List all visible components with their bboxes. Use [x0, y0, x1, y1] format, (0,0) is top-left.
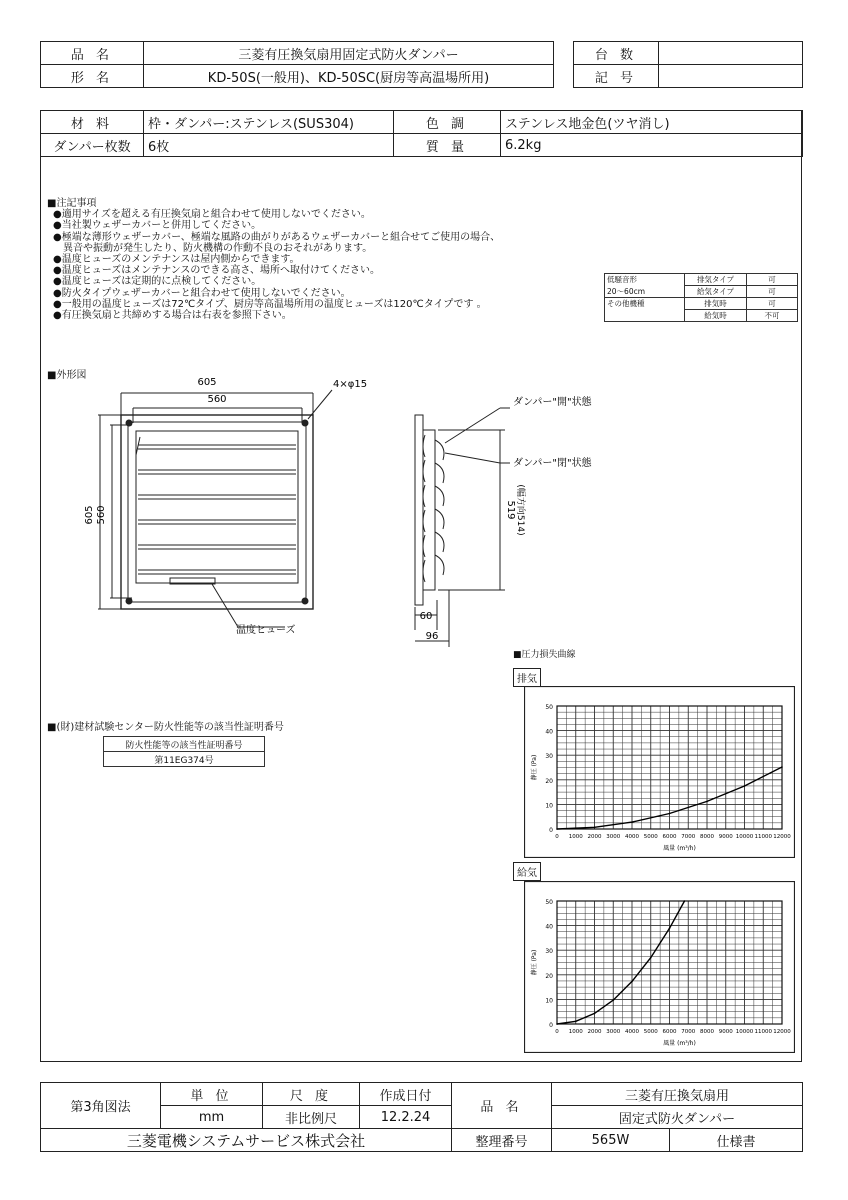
qty-table	[573, 41, 803, 88]
x-tick-label: 4000	[625, 834, 639, 840]
footer-table	[40, 1082, 803, 1152]
damper-closed-label: ダンパー"閉"状態	[513, 458, 592, 469]
x-tick-label: 0	[555, 834, 559, 840]
y-tick-label: 0	[549, 1022, 553, 1029]
model-value: KD-50S(一般用)、KD-50SC(厨房等高温場所用)	[144, 65, 554, 88]
company-name: 三菱電機システムサービス株式会社	[41, 1129, 452, 1152]
projection-method: 第3角図法	[41, 1083, 161, 1129]
curve-point	[744, 785, 746, 787]
note-item: ●防火タイプウェザーカバーと組合わせて使用しないでください。	[53, 287, 351, 299]
curve-point	[669, 928, 671, 930]
supply-tag: 給気	[513, 862, 541, 881]
compat-cell: 可	[747, 274, 798, 286]
curve-point	[594, 1013, 596, 1015]
curve-point	[556, 828, 558, 830]
curve-point	[781, 766, 783, 768]
compat-cell: その他機種	[605, 298, 685, 310]
compat-cell: 低騒音形	[605, 274, 685, 286]
curve-point	[556, 1023, 558, 1025]
dim-514: (幅方向514)	[515, 484, 525, 536]
note-item: ●適用サイズを超える有圧換気扇と組合わせて使用しないでください。	[53, 209, 371, 221]
fuse-label: 温度ヒューズ	[236, 625, 296, 636]
x-tick-label: 4000	[625, 1029, 639, 1035]
doc-type: 仕様書	[670, 1129, 803, 1152]
y-tick-label: 30	[545, 948, 553, 956]
x-tick-label: 8000	[700, 1029, 714, 1035]
footer-name-line1: 三菱有圧換気扇用	[552, 1083, 803, 1106]
compat-cell: 不可	[747, 310, 798, 322]
compat-cell: 可	[747, 286, 798, 298]
footer-name-label: 品 名	[452, 1083, 552, 1129]
x-tick-label: 7000	[681, 1029, 696, 1035]
dim-519: 519	[505, 500, 516, 520]
unit-value: mm	[161, 1106, 263, 1129]
exhaust-tag: 排気	[513, 668, 541, 687]
cert-number: 第11EG374号	[104, 752, 265, 767]
curve-point	[669, 813, 671, 815]
footer-name-line2: 固定式防火ダンパー	[552, 1106, 803, 1129]
x-tick-label: 11000	[754, 834, 772, 840]
name-label: 品 名	[41, 42, 144, 65]
x-tick-label: 5000	[643, 834, 658, 840]
x-tick-label: 8000	[700, 834, 714, 840]
compat-cell: 給気タイプ	[685, 286, 747, 298]
date-value: 12.2.24	[360, 1106, 452, 1129]
note-item: ●一般用の温度ヒューズは72℃タイプ、厨房等高温場所用の温度ヒューズは120℃タイプです 。	[53, 298, 487, 310]
note-item: ●当社製ウェザーカバーと併用してください。	[53, 220, 262, 232]
drawing-title: ■外形図	[47, 370, 87, 381]
note-item: 異音や振動が発生したり、防火機構の作動不良のおそれがあります。	[53, 242, 373, 254]
outline-drawing	[40, 375, 600, 665]
damper-open-label: ダンパー"開"状態	[513, 397, 592, 408]
blades-label: ダンパー枚数	[41, 134, 144, 157]
dim-560-top: 560	[207, 394, 227, 405]
mass-label: 質 量	[394, 134, 501, 157]
curve-point	[706, 801, 708, 803]
model-label: 形 名	[41, 65, 144, 88]
x-tick-label: 9000	[718, 1029, 733, 1035]
color-value: ステンレス地金色(ツヤ消し)	[501, 111, 803, 134]
name-value: 三菱有圧換気扇用固定式防火ダンパー	[144, 42, 554, 65]
note-item: ●極端な薄形ウェザーカバー、極端な風路の曲がりがあるウェザーカバーと組合せてご使用の場合、	[53, 231, 501, 243]
compat-cell: 20～60cm	[605, 286, 685, 298]
scale-value: 非比例尺	[263, 1106, 360, 1129]
blades-value: 6枚	[144, 134, 394, 157]
notes-section	[47, 198, 500, 321]
compat-cell: 排気時	[685, 298, 747, 310]
x-tick-label: 11000	[754, 1029, 772, 1035]
y-tick-label: 50	[545, 899, 553, 906]
exhaust-chart	[524, 686, 795, 858]
supply-chart	[524, 881, 795, 1053]
number-value: 565W	[552, 1129, 670, 1152]
x-tick-label: 2000	[587, 1029, 602, 1035]
x-tick-label: 12000	[773, 834, 791, 840]
x-tick-label: 0	[555, 1029, 559, 1035]
x-tick-label: 3000	[606, 1029, 621, 1035]
compat-table	[604, 273, 798, 322]
curve-point	[594, 826, 596, 828]
y-tick-label: 10	[545, 802, 553, 810]
x-tick-label: 7000	[681, 834, 696, 840]
material-value: 枠・ダンパー:ステンレス(SUS304)	[144, 111, 394, 134]
curve-point	[575, 1020, 577, 1022]
unit-label: 単 位	[161, 1083, 263, 1106]
material-label: 材 料	[41, 111, 144, 134]
x-tick-label: 3000	[606, 834, 621, 840]
note-item: ●有圧換気扇と共締めする場合は右表を参照下さい。	[53, 310, 292, 322]
color-label: 色 調	[394, 111, 501, 134]
x-tick-label: 10000	[735, 834, 754, 840]
date-label: 作成日付	[360, 1083, 452, 1106]
x-tick-label: 6000	[662, 834, 677, 840]
dim-60: 60	[419, 611, 433, 622]
compat-cell	[605, 310, 685, 322]
scale-label: 尺 度	[263, 1083, 360, 1106]
x-tick-label: 1000	[568, 834, 583, 840]
y-tick-label: 10	[545, 997, 553, 1005]
mark-label: 記 号	[574, 65, 659, 88]
y-tick-label: 40	[545, 923, 553, 931]
note-item: ●温度ヒューズのメンテナンスは屋内側からできます。	[53, 254, 300, 266]
note-item: ●温度ヒューズは定期的に点検してください。	[53, 276, 262, 288]
dim-560-left: 560	[96, 505, 107, 525]
qty-label: 台 数	[574, 42, 659, 65]
curve-point	[650, 957, 652, 959]
x-tick-label: 9000	[718, 834, 733, 840]
pressure-title: ■圧力損失曲線	[513, 650, 576, 660]
x-axis-label: 風量 (m³/h)	[663, 845, 696, 852]
mass-value: 6.2kg	[501, 134, 803, 157]
holes-label: 4×φ15	[333, 379, 368, 390]
y-tick-label: 20	[545, 972, 553, 980]
compat-cell: 可	[747, 298, 798, 310]
curve-point	[631, 981, 633, 983]
cert-header: 防火性能等の該当性証明番号	[104, 737, 265, 752]
y-tick-label: 50	[545, 704, 553, 711]
compat-cell: 排気タイプ	[685, 274, 747, 286]
y-axis-label: 静圧 (Pa)	[531, 949, 538, 976]
x-tick-label: 6000	[662, 1029, 677, 1035]
note-item: ●温度ヒューズはメンテナンスのできる高さ、場所へ取付けてください。	[53, 265, 381, 277]
curve-point	[684, 900, 686, 902]
dim-605-left: 605	[84, 505, 95, 525]
dim-605-top: 605	[197, 377, 217, 388]
x-axis-label: 風量 (m³/h)	[663, 1040, 696, 1047]
y-tick-label: 0	[549, 827, 553, 834]
x-tick-label: 12000	[773, 1029, 791, 1035]
y-tick-label: 40	[545, 728, 553, 736]
dim-96: 96	[425, 631, 439, 642]
header-table	[40, 41, 554, 88]
compat-cell: 給気時	[685, 310, 747, 322]
curve-point	[612, 999, 614, 1001]
y-tick-label: 30	[545, 753, 553, 761]
cert-table	[103, 736, 265, 767]
x-tick-label: 1000	[568, 1029, 583, 1035]
x-tick-label: 10000	[735, 1029, 754, 1035]
spec-table	[40, 110, 803, 157]
x-tick-label: 5000	[643, 1029, 658, 1035]
curve-point	[631, 821, 633, 823]
qty-value	[659, 42, 803, 65]
x-tick-label: 2000	[587, 834, 602, 840]
notes-title: ■注記事項	[47, 198, 97, 209]
y-tick-label: 20	[545, 777, 553, 785]
y-axis-label: 静圧 (Pa)	[531, 754, 538, 781]
cert-title: ■(財)建材試験センター防火性能等の該当性証明番号	[47, 722, 284, 733]
mark-value	[659, 65, 803, 88]
number-label: 整理番号	[452, 1129, 552, 1152]
